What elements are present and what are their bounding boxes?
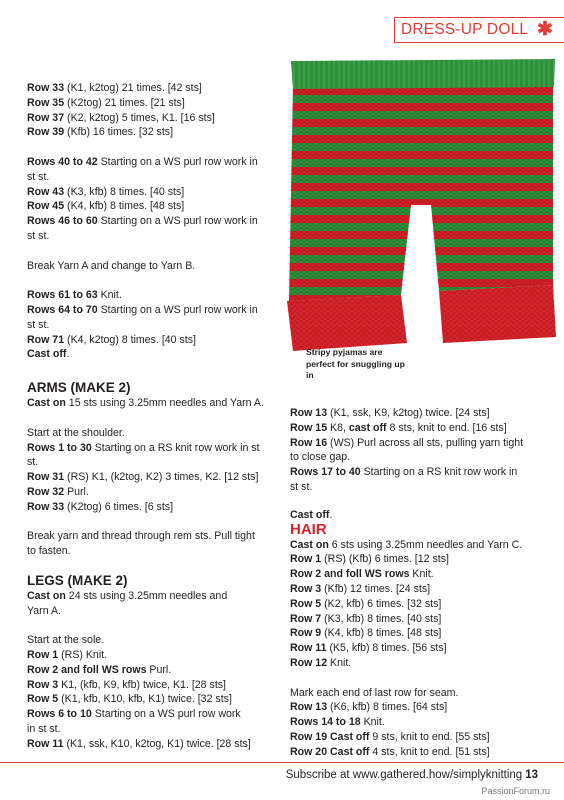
pattern-row: Row 13 (K1, ssk, K9, k2tog) twice. [24 sts]: [290, 407, 490, 419]
pattern-row: to close gap.: [290, 451, 351, 464]
pattern-row: st st.: [27, 170, 50, 183]
watermark: PassionForum.ru: [481, 786, 550, 796]
pattern-row: Rows 6 to 10 Starting on a WS purl row work: [27, 708, 241, 721]
pattern-row: Row 11 (K1, ssk, K10, k2tog, K1) twice. [28 sts]: [27, 737, 251, 750]
pattern-row: Cast on 15 sts using 3.25mm needles and Yarn A.: [27, 397, 264, 410]
pattern-row: Row 2 and foll WS rows Knit.: [290, 568, 434, 581]
pattern-row: Cast off.: [290, 508, 333, 521]
subscribe-link[interactable]: Subscribe at www.gathered.how/simplyknitting: [285, 769, 523, 781]
pattern-row: Row 71 (K4, k2tog) 8 times. [40 sts]: [27, 333, 196, 346]
arms-heading: ARMS (MAKE 2): [27, 380, 131, 396]
section-title: DRESS-UP DOLL: [401, 21, 529, 38]
pattern-row: Row 9 (K4, kfb) 8 times. [48 sts]: [290, 627, 442, 640]
right-column: [290, 406, 550, 760]
pattern-row: Cast off.: [27, 348, 70, 361]
pattern-row: Row 1 (RS) Knit.: [27, 649, 108, 662]
pattern-row: Row 31 (RS) K1, (k2tog, K2) 3 times, K2. [12 sts]: [27, 471, 259, 484]
pattern-row: Row 7 (K3, kfb) 8 times. [40 sts]: [290, 612, 442, 625]
pattern-row: Row 43 (K3, kfb) 8 times. [40 sts]: [27, 185, 185, 198]
pattern-row: Rows 17 to 40 Starting on a RS knit row work in: [290, 466, 518, 479]
footer: [286, 769, 538, 781]
pattern-row: Break Yarn A and change to Yarn B.: [27, 259, 196, 272]
pattern-row: st.: [27, 456, 39, 469]
pattern-row: Row 19 Cast off 9 sts, knit to end. [55 sts]: [290, 730, 490, 743]
pattern-row: Row 16 (WS) Purl across all sts, pulling yarn tight: [290, 436, 524, 449]
pattern-row: Mark each end of last row for seam.: [290, 686, 459, 699]
pattern-row: Row 35 (K2tog) 21 times. [21 sts]: [27, 96, 185, 109]
pattern-row: Rows 40 to 42 Starting on a WS purl row work in: [27, 155, 258, 168]
pattern-row: Rows 64 to 70 Starting on a WS purl row work in: [27, 303, 258, 316]
pattern-row: st st.: [290, 480, 313, 493]
pattern-row: Row 12 Knit.: [290, 656, 352, 669]
pattern-row: st st.: [27, 229, 50, 242]
pattern-row: Yarn A.: [27, 604, 61, 617]
pattern-row: Rows 46 to 60 Starting on a WS purl row work in: [27, 215, 258, 228]
hair-heading: HAIR: [290, 520, 327, 538]
pattern-row: Row 11 (K5, kfb) 8 times. [56 sts]: [290, 642, 447, 655]
pattern-row: Row 15 K8, cast off 8 sts, knit to end. [16 sts]: [290, 421, 507, 434]
pattern-row: Cast on 6 sts using 3.25mm needles and Yarn C.: [290, 538, 523, 551]
page-number: 13: [525, 769, 538, 781]
asterisk-icon: ✱: [537, 19, 553, 40]
pattern-row: Row 37 (K2, k2tog) 5 times, K1. [16 sts]: [27, 111, 215, 124]
pattern-row: Row 1 (RS) (Kfb) 6 times. [12 sts]: [290, 553, 449, 566]
pattern-row: Row 2 and foll WS rows Purl.: [27, 663, 172, 676]
pattern-row: Cast on 24 sts using 3.25mm needles and: [27, 589, 228, 602]
pattern-row: Row 32 Purl.: [27, 485, 89, 498]
pattern-row: st st.: [27, 318, 50, 331]
pattern-row: Rows 14 to 18 Knit.: [290, 716, 385, 729]
pattern-row: to fasten.: [27, 545, 71, 558]
footer-divider: [0, 762, 564, 763]
pattern-row: Row 20 Cast off 4 sts, knit to end. [51 sts]: [290, 745, 490, 758]
pyjama-shorts-photo: [283, 55, 559, 353]
pattern-row: Rows 61 to 63 Knit.: [27, 289, 122, 302]
left-column: [27, 81, 277, 752]
legs-heading: LEGS (MAKE 2): [27, 572, 128, 588]
photo-caption: Stripy pyjamas are perfect for snuggling up in: [306, 347, 405, 380]
pattern-row: Row 5 (K2, kfb) 6 times. [32 sts]: [290, 597, 442, 610]
pattern-row: Row 45 (K4, kfb) 8 times. [48 sts]: [27, 200, 185, 213]
pattern-row: Break yarn and thread through rem sts. Pull tight: [27, 530, 255, 543]
pattern-row: Row 33 (K1, k2tog) 21 times. [42 sts]: [27, 82, 202, 94]
pattern-row: Row 13 (K6, kfb) 8 times. [64 sts]: [290, 701, 448, 714]
pattern-row: Start at the shoulder.: [27, 426, 125, 439]
pattern-row: Row 5 (K1, kfb, K10, kfb, K1) twice. [32 sts]: [27, 693, 232, 706]
pattern-row: in st st.: [27, 723, 61, 736]
section-badge: [394, 17, 564, 43]
pattern-row: Row 39 (Kfb) 16 times. [32 sts]: [27, 126, 174, 139]
pattern-row: Row 3 K1, (kfb, K9, kfb) twice, K1. [28 sts]: [27, 678, 227, 691]
pattern-row: Rows 1 to 30 Starting on a RS knit row work in st: [27, 441, 260, 454]
pattern-row: Start at the sole.: [27, 634, 105, 647]
pattern-row: Row 3 (Kfb) 12 times. [24 sts]: [290, 582, 431, 595]
pattern-row: Row 33 (K2tog) 6 times. [6 sts]: [27, 500, 174, 513]
